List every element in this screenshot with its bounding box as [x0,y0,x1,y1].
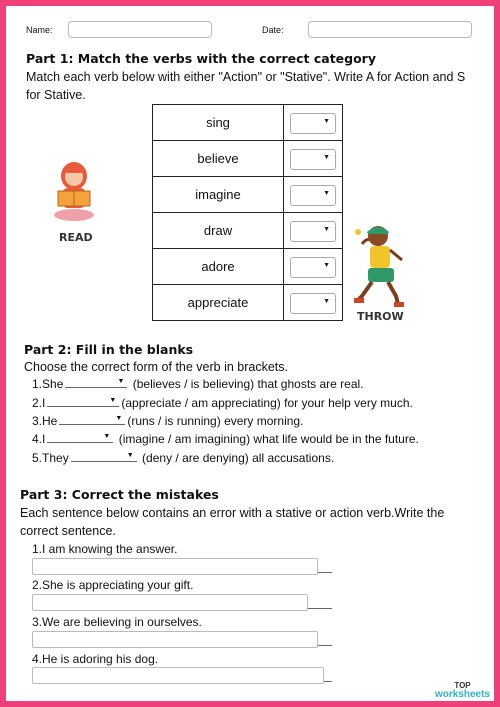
name-field[interactable] [68,21,212,38]
logo-bottom-text: worksheets [434,689,490,700]
item-subject: She [42,377,64,391]
table-row [153,105,343,141]
item-number: 2. [32,396,43,410]
item-number: 4. [32,432,43,446]
date-label: Date: [262,25,284,35]
verb-dropdown[interactable] [59,413,125,425]
answer-field[interactable] [32,558,318,575]
caret-down-icon: ▼ [109,397,117,404]
verb-table [152,104,343,321]
table-row [153,285,343,321]
caret-down-icon: ▼ [323,118,330,125]
caret-down-icon: ▼ [323,262,330,269]
caret-down-icon: ▼ [115,415,123,422]
throwing-boy-illustration [352,222,412,310]
item-subject: I [42,396,46,410]
name-label: Name: [26,25,53,35]
verb-cell: sing [153,105,284,141]
item-rest: (imagine / am imagining) what life would be in the future. [118,432,419,446]
caret-down-icon: ▼ [323,154,330,161]
item-subject: He [42,414,58,428]
category-dropdown[interactable] [290,113,336,134]
verb-cell: draw [153,213,284,249]
answer-underline [318,644,332,646]
verb-cell: believe [153,141,284,177]
fill-item [32,375,364,394]
answer-underline [308,607,332,609]
verb-dropdown[interactable] [47,395,119,407]
verb-cell: appreciate [153,285,284,321]
item-number: 1. [32,377,43,391]
table-row [153,249,343,285]
item-rest: (deny / are denying) all accusations. [142,451,335,465]
caret-down-icon: ▼ [323,190,330,197]
part2-title: Part 2: Fill in the blanks [24,342,194,357]
correction-sentence: 1.I am knowing the answer. [32,542,178,556]
verb-dropdown[interactable] [47,431,113,443]
item-number: 5. [32,451,43,465]
verb-cell: adore [153,249,284,285]
answer-field[interactable] [32,667,324,684]
category-dropdown[interactable] [290,257,336,278]
answer-underline [324,680,332,682]
fill-item [32,449,334,468]
category-dropdown[interactable] [290,185,336,206]
table-row [153,213,343,249]
answer-field[interactable] [32,594,308,611]
part2-instructions: Choose the correct form of the verb in brackets. [24,360,289,374]
caret-down-icon: ▼ [323,298,330,305]
part1-title: Part 1: Match the verbs with the correct category [26,51,376,66]
verb-dropdown[interactable] [71,450,137,462]
logo-top-text: TOP [454,681,471,690]
item-number: 3. [32,414,43,428]
verb-cell: imagine [153,177,284,213]
throw-label: THROW [357,310,404,323]
item-rest: (believes / is believing) that ghosts are real. [132,377,364,391]
topworksheets-logo [435,681,490,699]
item-subject: They [42,451,69,465]
caret-down-icon: ▼ [323,226,330,233]
answer-field[interactable] [32,631,318,648]
item-subject: I [42,432,46,446]
table-row [153,177,343,213]
correction-sentence: 2.She is appreciating your gift. [32,578,194,592]
correction-sentence: 4.He is adoring his dog. [32,652,159,666]
correction-sentence: 3.We are believing in ourselves. [32,615,202,629]
fill-item [32,430,419,449]
read-label: READ [59,231,93,244]
reading-girl-illustration [48,155,100,225]
verb-dropdown[interactable] [65,376,127,388]
category-dropdown[interactable] [290,221,336,242]
part1-instructions: Match each verb below with either "Action" or "Stative". Write A for Action and S for Stative. [26,70,466,102]
fill-item [32,412,303,431]
part3-title: Part 3: Correct the mistakes [20,487,219,502]
caret-down-icon: ▼ [103,433,111,440]
part3-instructions: Each sentence below contains an error with a stative or action verb.Write the correct sentence. [20,506,445,538]
answer-underline [318,571,332,573]
caret-down-icon: ▼ [126,452,134,459]
date-field[interactable] [308,21,472,38]
item-rest: (runs / is running) every morning. [127,414,304,428]
fill-item [32,394,413,413]
category-dropdown[interactable] [290,149,336,170]
item-rest: (appreciate / am appreciating) for your help very much. [121,396,413,410]
table-row [153,141,343,177]
caret-down-icon: ▼ [117,378,125,385]
category-dropdown[interactable] [290,293,336,314]
